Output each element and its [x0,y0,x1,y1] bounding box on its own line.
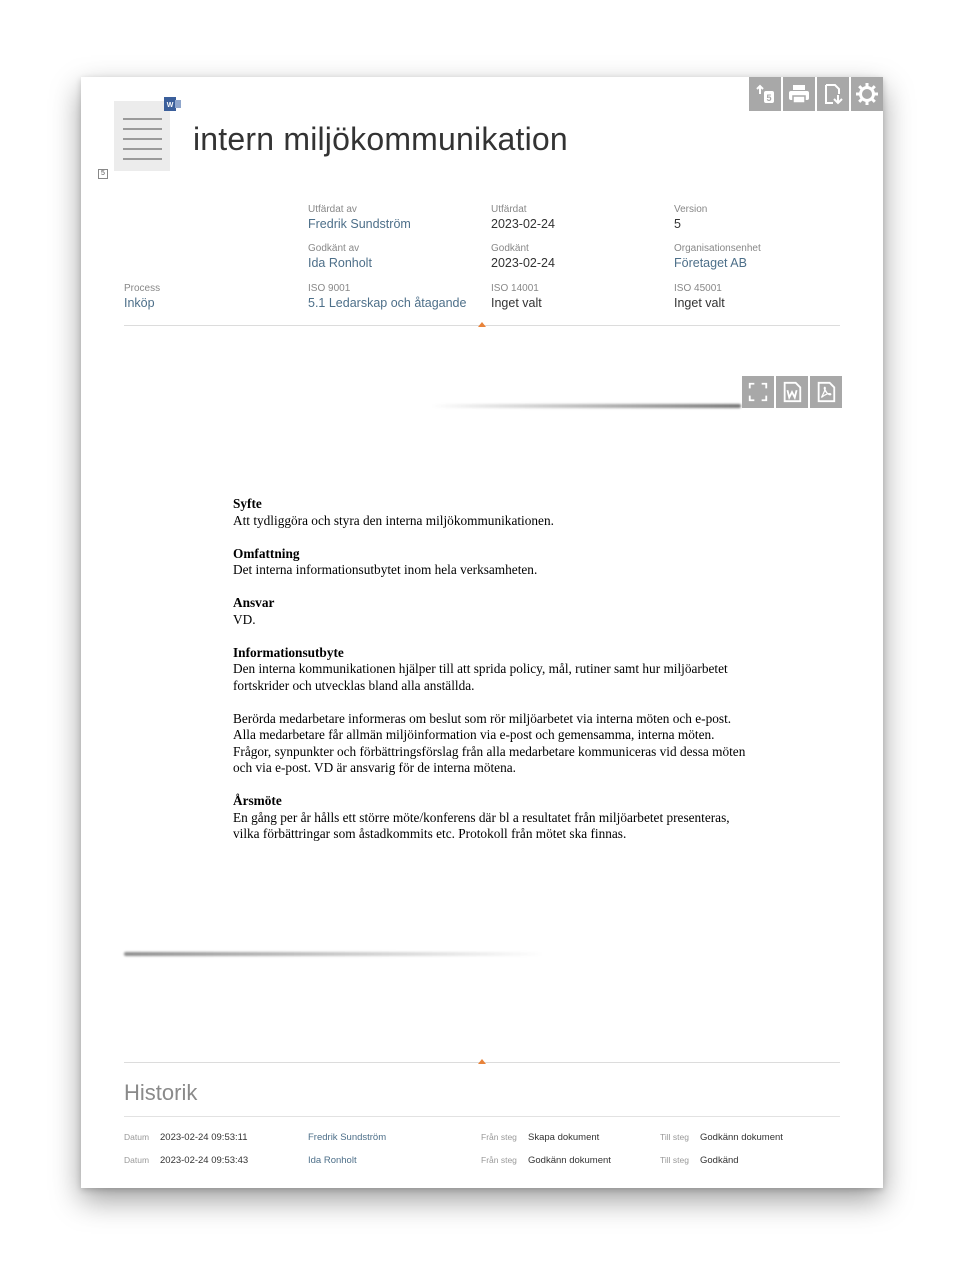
word-document-icon [114,97,186,175]
word-badge: W [166,102,174,109]
section-text-arsmote: En gång per år hålls ett större möte/konferens där bl a resultatet från miljöarbetet presenteras, vilka förbättringar som åstadkommits etc. Protokoll från mötet ska finnas. [233,809,730,841]
content-top-shadow [431,404,741,408]
history-from-step: Godkänn dokument [528,1155,611,1166]
content-toolbar [742,376,842,408]
history-user-link[interactable]: Fredrik Sundström [308,1132,387,1143]
history-title: Historik [124,1080,198,1105]
print-icon [787,82,811,106]
history-row: Datum 2023-02-24 09:53:11 Fredrik Sundström Från steg Skapa dokument Till steg Godkänn dokument [124,1132,783,1143]
section-text-informationsutbyte-2: Berörda medarbetare informeras om beslut som rör miljöarbetet via interna möten och e-post. Alla medarbetare får allmän miljöinformation via e-post och gemensamma, interna möten. Frågor, synpunkter och förbättringsförslag från alla medarbetare kommuniceras vid dessa möten och via e-post. VD är ansvarig för de interna mötena. [233,710,746,775]
issued-by-link[interactable]: Fredrik Sundström [308,217,411,231]
download-icon [821,82,845,106]
document-toolbar [749,77,883,111]
history-to-step: Godkänd [700,1155,739,1166]
org-unit-link[interactable]: Företaget AB [674,256,747,270]
version-mark: 5 [98,169,108,179]
iso9001-link[interactable]: 5.1 Ledarskap och åtagande [308,296,467,310]
fullscreen-button[interactable] [742,376,774,408]
document-card [81,77,883,1188]
section-heading-informationsutbyte: Informationsutbyte [233,644,344,660]
section-text-informationsutbyte-1: Den interna kommunikationen hjälper till att sprida policy, mål, rutiner samt hur miljöarbetet fortskrider och utvecklas bland alla anställda. [233,661,728,693]
meta-iso45001: ISO 45001 Inget valt [674,283,725,310]
svg-text:5: 5 [766,93,772,103]
settings-button[interactable] [851,77,883,111]
content-bottom-shadow [124,952,544,956]
versions-icon [753,82,777,106]
meta-approved-by: Godkänt av Ida Ronholt [308,242,488,271]
download-button[interactable] [817,77,849,111]
gear-icon [855,82,879,106]
meta-iso9001: ISO 9001 5.1 Ledarskap och åtagande [308,282,488,311]
process-link[interactable]: Inköp [124,296,155,310]
page-title: intern miljökommunikation [193,121,568,157]
section-text-syfte: Att tydliggöra och styra den interna miljökommunikationen. [233,512,554,528]
section-text-omfattning: Det interna informationsutbytet inom hela verksamheten. [233,562,538,577]
word-icon [781,381,803,403]
meta-org-unit: Organisationsenhet Företaget AB [674,242,854,271]
section-heading-ansvar: Ansvar [233,595,275,610]
approved-by-link[interactable]: Ida Ronholt [308,256,372,270]
meta-approved: Godkänt 2023-02-24 [491,243,555,270]
collapse-history-toggle[interactable] [478,1059,486,1064]
history-title-divider [124,1116,840,1117]
history-user-link[interactable]: Ida Ronholt [308,1155,357,1166]
history-date: 2023-02-24 09:53:43 [160,1155,249,1166]
history-from-step: Skapa dokument [528,1132,600,1143]
history-to-step: Godkänn dokument [700,1132,783,1143]
history-row: Datum 2023-02-24 09:53:43 Ida Ronholt Från steg Godkänn dokument Till steg Godkänd [124,1155,739,1166]
section-heading-omfattning: Omfattning [233,545,300,561]
print-button[interactable] [783,77,815,111]
meta-version: Version 5 [674,204,708,231]
pdf-icon [815,381,837,403]
section-heading-syfte: Syfte [233,496,262,511]
versions-button[interactable] [749,77,781,111]
meta-issued: Utfärdat 2023-02-24 [491,204,555,231]
document-content [233,496,753,859]
meta-iso14001: ISO 14001 Inget valt [491,283,542,310]
meta-process: Process Inköp [124,282,304,311]
word-export-button[interactable] [776,376,808,408]
section-text-ansvar: VD. [233,611,256,627]
collapse-metadata-toggle[interactable] [478,322,486,327]
meta-issued-by: Utfärdat av Fredrik Sundström [308,203,488,232]
history-date: 2023-02-24 09:53:11 [160,1132,248,1143]
fullscreen-icon [747,381,769,403]
pdf-export-button[interactable] [810,376,842,408]
section-heading-arsmote: Årsmöte [233,793,282,808]
